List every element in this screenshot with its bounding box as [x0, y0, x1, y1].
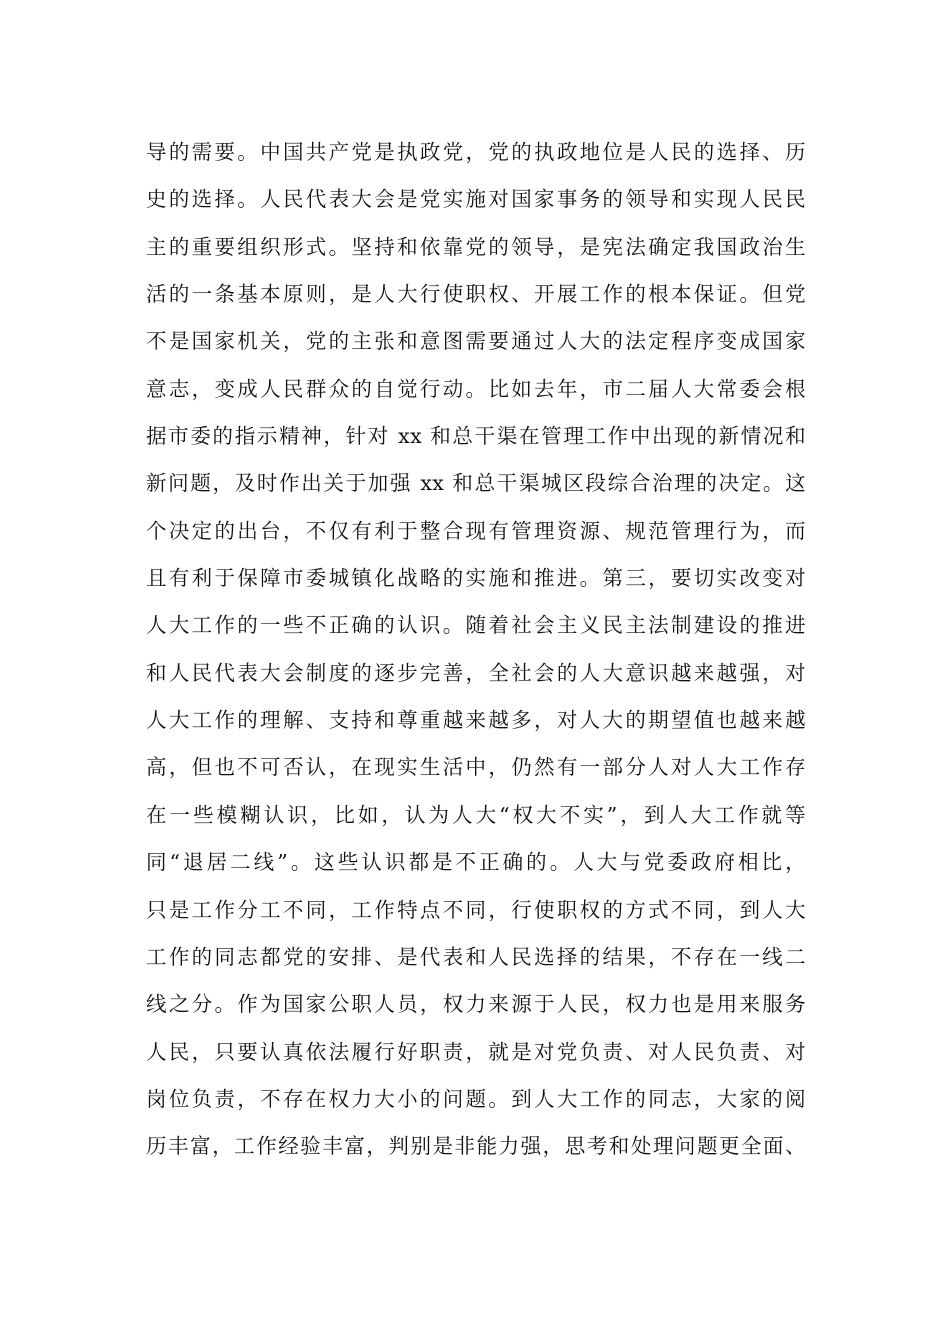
- text-line: 岗位负责，不存在权力大小的问题。到人大工作的同志，大家的阅: [146, 1086, 806, 1111]
- text-line: 活的一条基本原则，是人大行使职权、开展工作的根本保证。但党: [146, 282, 806, 307]
- text-line: 人大工作的一些不正确的认识。随着社会主义民主法制建设的推进: [146, 613, 806, 638]
- text-line: 同“退居二线”。这些认识都是不正确的。人大与党委政府相比，: [146, 850, 806, 875]
- text-line: 主的重要组织形式。坚持和依靠党的领导，是宪法确定我国政治生: [146, 234, 806, 259]
- text-line: 历丰富，工作经验丰富，判别是非能力强，思考和处理问题更全面、: [146, 1134, 806, 1159]
- text-line: 导的需要。中国共产党是执政党，党的执政地位是人民的选择、历: [146, 140, 806, 164]
- text-line: 个决定的出台，不仅有利于整合现有管理资源、规范管理行为，而: [146, 518, 806, 543]
- text-line: 在一些模糊认识，比如，认为人大“权大不实”，到人大工作就等: [146, 802, 806, 827]
- text-line: 人民，只要认真依法履行好职责，就是对党负责、对人民负责、对: [146, 1039, 806, 1064]
- text-line: 不是国家机关，党的主张和意图需要通过人大的法定程序变成国家: [146, 329, 806, 354]
- text-line: 史的选择。人民代表大会是党实施对国家事务的领导和实现人民民: [146, 187, 806, 212]
- text-line: 高，但也不可否认，在现实生活中，仍然有一部分人对人大工作存: [146, 755, 806, 780]
- body-text: [146, 129, 806, 1171]
- text-line: 线之分。作为国家公职人员，权力来源于人民，权力也是用来服务: [146, 992, 806, 1017]
- text-line: 人大工作的理解、支持和尊重越来越多，对人大的期望值也越来越: [146, 708, 806, 733]
- text-line: 且有利于保障市委城镇化战略的实施和推进。第三，要切实改变对: [146, 566, 806, 591]
- text-line: 和人民代表大会制度的逐步完善，全社会的人大意识越来越强，对: [146, 660, 806, 685]
- text-line: 据市委的指示精神，针对 xx 和总干渠在管理工作中出现的新情况和: [146, 424, 806, 449]
- text-line: 新问题，及时作出关于加强 xx 和总干渠城区段综合治理的决定。这: [146, 471, 806, 496]
- text-line: 意志，变成人民群众的自觉行动。比如去年，市二届人大常委会根: [146, 376, 806, 401]
- text-line: 只是工作分工不同，工作特点不同，行使职权的方式不同，到人大: [146, 897, 806, 922]
- text-line: 工作的同志都党的安排、是代表和人民选择的结果，不存在一线二: [146, 944, 806, 969]
